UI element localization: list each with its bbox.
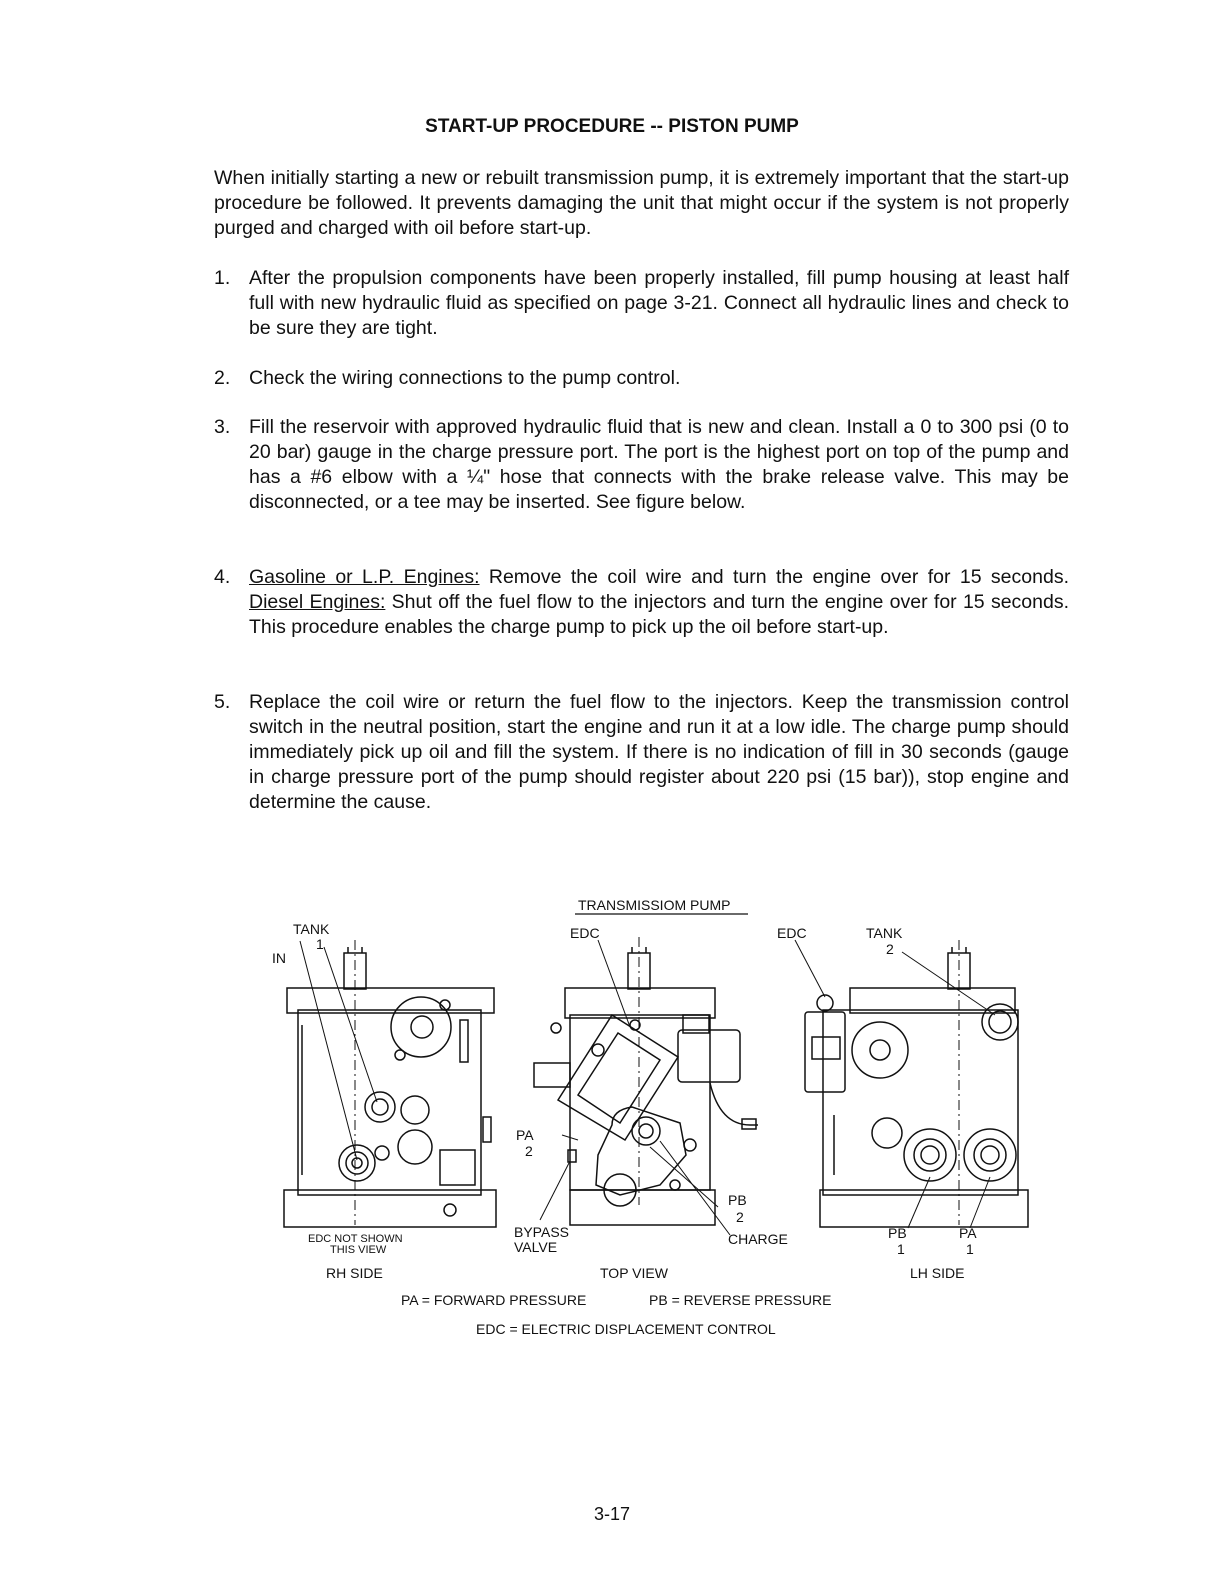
lh-pb-number: 1 <box>897 1241 905 1257</box>
rh-tank-number: 1 <box>316 936 324 952</box>
top-pb-label: PB <box>728 1192 747 1208</box>
top-pb-number: 2 <box>736 1209 744 1225</box>
step-1 <box>214 266 1069 341</box>
lh-side-view <box>805 940 1028 1227</box>
diesel-text: Shut off the fuel flow to the injectors and turn the engine over for 15 seconds. This procedure enables the charge pump to pick up the oil before start-up. <box>249 591 1069 638</box>
intro-paragraph: When initially starting a new or rebuilt transmission pump, it is extremely important that the start-up procedure be followed. It prevents damaging the unit that might occur if the system is not properly purged and charged with oil before start-up. <box>214 167 1069 239</box>
step-4 <box>214 565 1069 640</box>
rh-note-line1: EDC NOT SHOWN <box>308 1233 403 1245</box>
lh-tank-label: TANK <box>866 925 903 941</box>
legend-edc: EDC = ELECTRIC DISPLACEMENT CONTROL <box>476 1321 776 1337</box>
top-edc-label: EDC <box>570 925 600 941</box>
lh-tank-number: 2 <box>886 941 894 957</box>
bypass-label-line1: BYPASS <box>514 1224 569 1240</box>
diesel-label: Diesel Engines: <box>249 591 386 613</box>
lh-edc-label: EDC <box>777 925 807 941</box>
step-number: 5. <box>214 691 231 713</box>
charge-label: CHARGE <box>728 1231 788 1247</box>
step-number: 4. <box>214 566 231 588</box>
step-3 <box>214 415 1069 515</box>
rh-tank-label: TANK <box>293 921 330 937</box>
top-view <box>534 937 758 1225</box>
step-text: Check the wiring connections to the pump control. <box>249 367 681 389</box>
lh-pb-label: PB <box>888 1225 907 1241</box>
gasoline-text: Remove the coil wire and turn the engine over for 15 seconds. <box>479 566 1069 588</box>
step-number: 2. <box>214 367 231 389</box>
diagram-heading: TRANSMISSIOM PUMP <box>578 897 731 913</box>
lh-pa-label: PA <box>959 1225 977 1241</box>
step-text <box>249 565 1069 640</box>
rh-in-label: IN <box>272 950 286 966</box>
gasoline-label: Gasoline or L.P. Engines: <box>249 566 480 588</box>
rh-side-caption: RH SIDE <box>326 1265 383 1281</box>
step-number: 1. <box>214 267 231 289</box>
transmission-pump-diagram <box>240 885 1040 1355</box>
step-text: Fill the reservoir with approved hydraulic fluid that is new and clean. Install a 0 to 300 psi (0 to 20 bar) gauge in the charge pressure port. The port is the highest port on top of the pump and has a #6 elbow with a ¼" hose that connects with the brake release valve. This may be disconnected, or a tee may be inserted. See figure below. <box>249 416 1069 513</box>
step-text: Replace the coil wire or return the fuel flow to the injectors. Keep the transmission control switch in the neutral position, start the engine and run it at a low idle. The charge pump should immediately pick up oil and fill the system. If there is no indication of fill in 30 seconds (gauge in charge pressure port of the pump should register about 220 psi (15 bar)), stop engine and determine the cause. <box>249 691 1069 813</box>
step-2 <box>214 366 1069 391</box>
top-pa-number: 2 <box>525 1143 533 1159</box>
step-text: After the propulsion components have been properly installed, fill pump housing at least half full with new hydraulic fluid as specified on page 3-21. Connect all hydraulic lines and check to be sure they are tight. <box>249 267 1069 339</box>
step-number: 3. <box>214 416 231 438</box>
top-view-caption: TOP VIEW <box>600 1265 668 1281</box>
rh-note-line2: THIS VIEW <box>330 1244 387 1256</box>
lh-pa-number: 1 <box>966 1241 974 1257</box>
top-pa-label: PA <box>516 1127 534 1143</box>
legend-pa: PA = FORWARD PRESSURE <box>401 1292 587 1308</box>
step-5 <box>214 690 1069 815</box>
rh-side-view <box>284 940 496 1227</box>
lh-side-caption: LH SIDE <box>910 1265 965 1281</box>
page-number: 3-17 <box>593 1504 631 1524</box>
page-title: START-UP PROCEDURE -- PISTON PUMP <box>425 116 799 137</box>
legend-pb: PB = REVERSE PRESSURE <box>649 1292 832 1308</box>
bypass-label-line2: VALVE <box>514 1239 558 1255</box>
